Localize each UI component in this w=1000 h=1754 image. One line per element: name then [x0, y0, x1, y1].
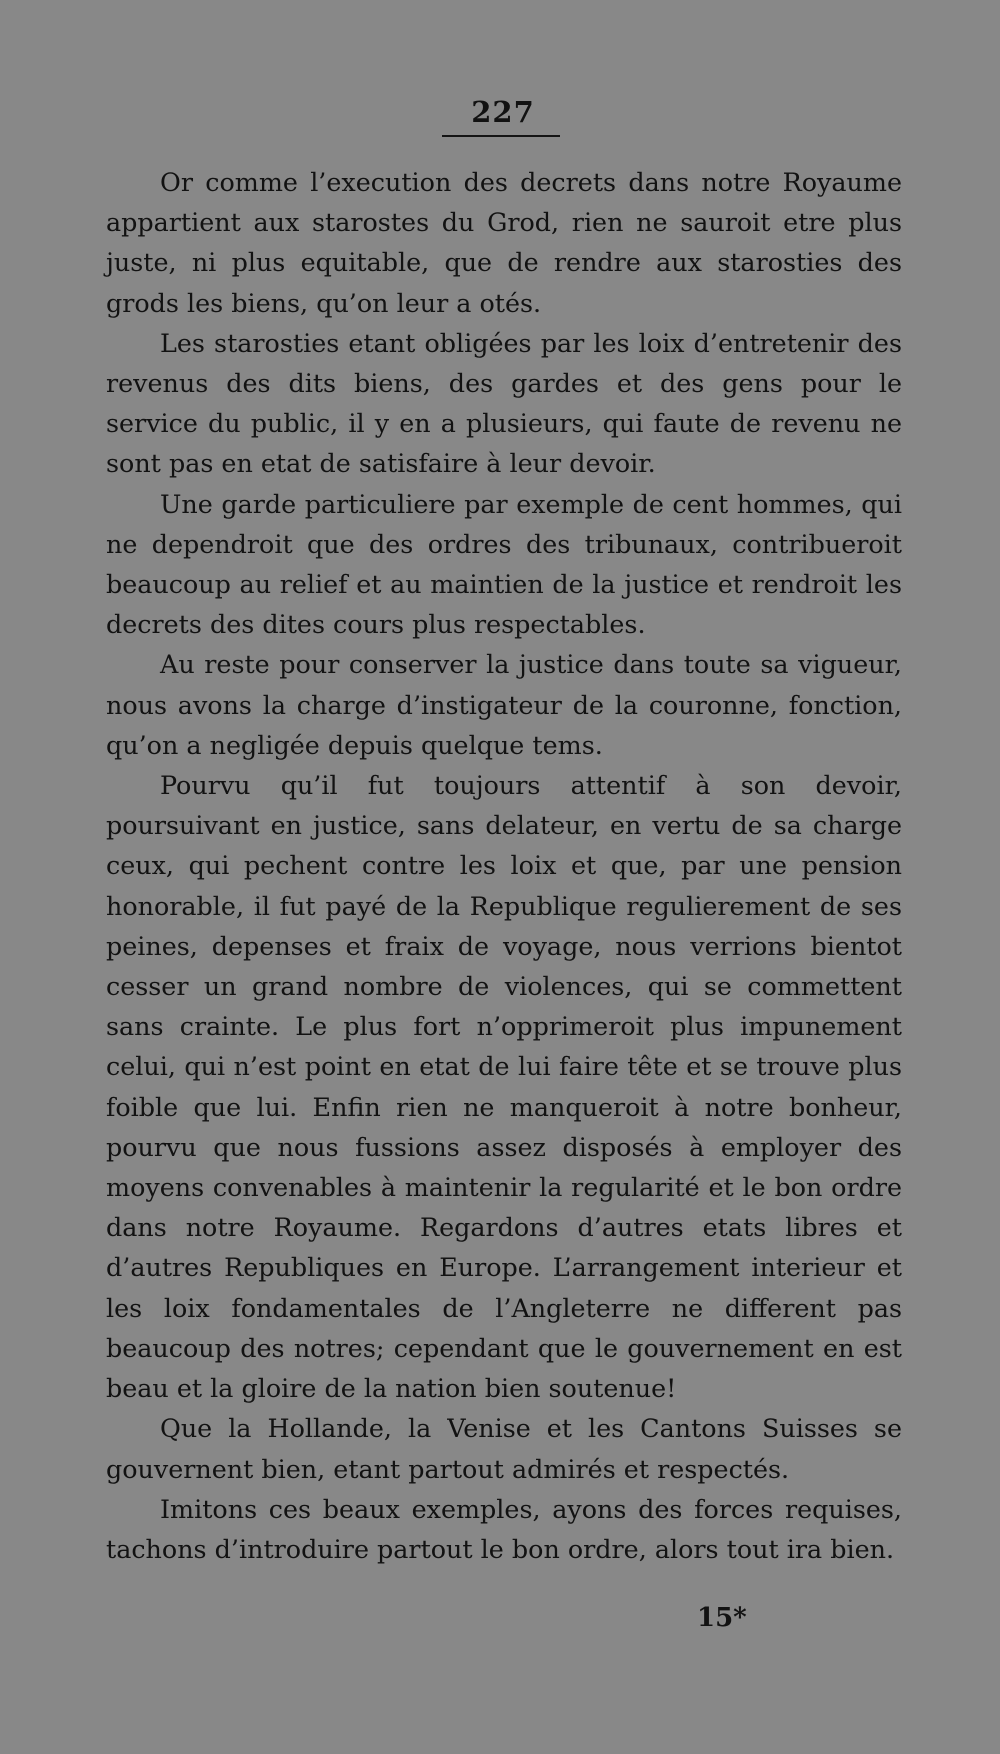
- paragraph: Au reste pour conserver la justice dans toute sa vigueur, nous avons la charge d’instigateur de la couronne, fonction, qu’on a negligée depuis quelque tems.: [106, 649, 902, 760]
- body-text: [106, 162, 902, 1569]
- paragraph: Que la Hollande, la Venise et les Cantons Suisses se gouvernent bien, etant partout admirés et respectés.: [106, 1413, 902, 1484]
- header-rule: [442, 135, 560, 137]
- paragraph: Pourvu qu’il fut toujours attentif à son devoir, poursuivant en justice, sans delateur, en vertu de sa charge ceux, qui pechent contre les loix et que, par une pension honorable, il fut payé de la Republique regulierement de ses peines, depenses et fraix de voyage, nous verrions bientot cesser un grand nombre de violences, qui se commettent sans crainte. Le plus fort n’opprimeroit plus impunement celui, qui n’est point en etat de lui faire tête et se trouve plus foible que lui. Enfin rien ne manqueroit à notre bonheur, pourvu que nous fussions assez disposés à employer des moyens convenables à maintenir la regularité et le bon ordre dans notre Royaume. Regardons d’autres etats libres et d’autres Republiques en Europe. L’arrangement interieur et les loix fondamentales de l’Angleterre ne different pas beaucoup des notres; cependant que le gouvernement en est beau et la gloire de la nation bien soutenue!: [106, 770, 902, 1404]
- signature-mark: 15*: [697, 1603, 747, 1633]
- paragraph: Une garde particuliere par exemple de cent hommes, qui ne dependroit que des ordres des tribunaux, contribueroit beaucoup au relief et au maintien de la justice et rendroit les decrets des dites cours plus respectables.: [106, 488, 902, 640]
- page-number: 227: [471, 95, 535, 129]
- paragraph: Les starosties etant obligées par les loix d’entretenir des revenus des dits biens, des gardes et des gens pour le service du public, il y en a plusieurs, qui faute de revenu ne sont pas en etat de satisfaire à leur devoir.: [106, 327, 902, 479]
- paragraph: Imitons ces beaux exemples, ayons des forces requises, tachons d’introduire partout le bon ordre, alors tout ira bien.: [106, 1493, 902, 1564]
- paragraph: Or comme l’execution des decrets dans notre Royaume appartient aux starostes du Grod, rien ne sauroit etre plus juste, ni plus equitable, que de rendre aux starosties des grods les biens, qu’on leur a otés.: [106, 167, 902, 318]
